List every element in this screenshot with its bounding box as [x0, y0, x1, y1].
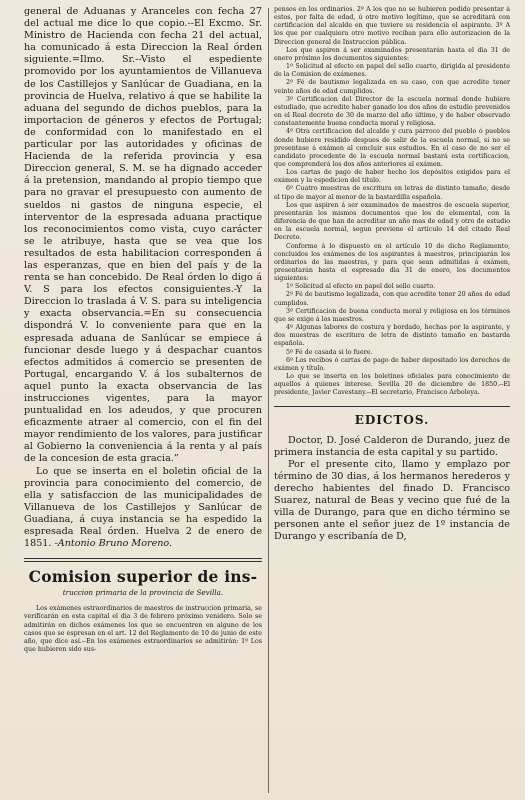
exam-cont-paragraph: pensos en los ordinarios. 2º A los que no se hubieren podido presentar á estos, por falta de edad, ú otro motivo legítimo, que se acreditará con certificacion del alcalde en que tuviere su residencia el aspirante. 3º A los que por cualquiera otro motivo reciban para ello autorizacion de la Direccion general de Instruccion pública.	[274, 6, 510, 46]
exam-cont-paragraph: Lo que se inserta en los boletines oficiales para conocimiento de aquellos á quienes interese. Sevilla 20 de diciembre de 1850.--El presidente, Javier Cavestany.--El secretario, Francisco Arboleya.	[274, 373, 510, 397]
exam-notice	[24, 605, 262, 654]
exam-cont-paragraph: 3º Certificacion de buena conducta moral y religiosa en los términos que se exige á los maestros.	[274, 307, 510, 323]
exam-cont-paragraph: Los cartas de pago de haber hecho los depósitos exigidos para el exámen y la espedicion del título.	[274, 169, 510, 185]
signature: Antonio Bruno Moreno.	[57, 538, 173, 550]
exam-notice-continued	[274, 6, 510, 398]
exam-cont-paragraph: Conforme á lo dispuesto en el artículo 10 de dicho Reglamento, concluidos los exámenes de los aspirantes á maestros, principiarán los ordinarios de las maestras, y para que sean admitidas á exámen, presentarán hasta el espresado dia 31 de enero, los documentos siguientes:	[274, 242, 510, 283]
exam-cont-paragraph: Los que aspiren á ser examinados presentarán hasta el dia 31 de enero próximo los documentos siguientes:	[274, 46, 510, 62]
edictos-heading: EDICTOS.	[354, 412, 430, 427]
right-column	[274, 6, 510, 543]
left-column	[24, 6, 262, 654]
exam-cont-paragraph: 4º Otra certificacion del alcalde y cura párroco del pueblo ó pueblos donde hubiere residido despues de salir de la escuela normal, si no se presentase á exámen al concluir sus estudios. En el caso de no ser el candidato procedente de la escuela normal bastará esta certificacion, que comprenderá los dos años anteriores al exámen.	[274, 128, 510, 168]
edicto-text	[274, 435, 510, 544]
exam-paragraph: Los exámenes estraordinarios de maestros de instruccion primaria, se verificarán en esta capital el dia 3 de febrero próximo venidero. Solo se admitirán en dichos exámenes los que se encuentren en alguno de los casos que se espresan en el art. 12 del Reglamento de 10 de junio de este año, que dice así.--En los exámenes estraordinarios se admitirán: 1º Los que hubieren sido sus-	[24, 605, 262, 653]
aduana-paragraph-2: Lo que se inserta en el boletin oficial de la provincia para conocimiento del comercio, de ella y satisfaccion de las municipalidades de Villanueva de los Castillejos y Sanlúcar de Guadiana, á cuya instancia se ha espedido la espresada Real órden. Huelva 2 de enero de 1851. -Antonio Bruno Moreno.	[24, 465, 262, 550]
aduana-paragraph-1: general de Aduanas y Aranceles con fecha 27 del actual me dice lo que copio.--El Excmo. Sr. Ministro de Hacienda con fecha 21 del actual, ha comunicado á esta Direccion la Real órden siguiente.=Ilmo. Sr.--Visto el espediente promovido por los ayuntamientos de Villanueva de los Castillejos y Sanlúcar de Guadiana, en la provincia de Huelva, relativo á que se habilite la aduana del segundo de dichos pueblos, para la importacion de géneros y efectos de Portugal; de conformidad con lo manifestado en el particular por las autoridades y oficinas de Hacienda de la referida provincia y esa Direccion general, S. M. se ha dignado acceder á la pretension, mandando al propio tiempo que para no gravar el presupuesto con aumento de sueldos ni gastos de ninguna especie, el interventor de la espresada aduana practique los reconocimientos como vista, cuyo carácter se le atribuye, hasta que se vea que los resultados de esta habilitacion corresponden á las esperanzas, que en bien del país y de la renta se han concebido. De Real órden lo digo á V. S para los efectos consiguientes.-Y la Direccion lo traslada á V. S. para su inteligencia y exacta observancia.=En su consecuencia dispondrá V. lo conveniente para que en la espresada aduana de Sanlúcar se empiece á funcionar desde luego y á despachar cuantos efectos admitidos á comercio se presenten de Portugal, encargando V. á los subalternos de aquel punto la exacta observancia de las instrucciones vigentes, para la mayor puntualidad en los adeudos, y que procuren eficazmente atraer al comercio, con el fin del mayor rendimiento de los valores, para justificar al Gobierno la conveniencia á la renta y al país de la concesion de esta gracia.”	[24, 6, 262, 465]
section-subheading: truccion primaria de la provincia de Sevilla.	[62, 588, 224, 598]
exam-cont-paragraph: 4º Algunas labores de costura y bordado, hechas por la aspirante, y dos muestras de escritura de letra de distinto tamaño en bastarda española.	[274, 324, 510, 348]
exam-cont-paragraph: Los que aspiren á ser examinados de maestros de escuela superior, presentarán los mismos documentos que los de elemental, con la diferencia de que han de acreditar un año mas de edad y otro de estudio en la escuela normal, segun previene el artículo 14 del citado Real Decreto.	[274, 201, 510, 242]
section-divider	[24, 558, 262, 562]
edicto-divider	[274, 406, 510, 407]
aduana-notice	[24, 6, 262, 550]
exam-cont-paragraph: 1º Solicitud al efecto en papel del sello cuarto, dirigida al presidente de la Comision de exámenes.	[274, 63, 510, 79]
exam-cont-paragraph: 1º Solicitud al efecto en papel del sello cuarto.	[286, 283, 436, 291]
exam-cont-paragraph: 3º Certificacion del Director de la escuela normal donde hubiere estudiado, que acredite haber ganado los dos años de estudio prevenidos en el Real decreto de 30 de marzo del año último, y de haber observado constantemente buena conducta moral y religiosa.	[274, 95, 510, 128]
exam-cont-paragraph: 6º Cuatro muestras de escritura en letras de distinto tamaño, desde el tipo de mayor al menor de la bastardilla española.	[274, 185, 510, 201]
column-divider	[268, 8, 269, 793]
section-heading: Comision superior de ins-	[28, 567, 258, 587]
exam-cont-paragraph: 6º Los recibos ó cartas de pago de haber depositado los derechos de exámen y título.	[274, 356, 510, 372]
exam-cont-paragraph: 2º Fé de bautismo legalizada, con que acredite tener 20 años de edad cumplidos.	[274, 291, 510, 307]
aduana-closing-text: Lo que se inserta en el boletin oficial de la provincia para conocimiento del comercio, de ella y satisfaccion de las municipalidades de Villanueva de los Castillejos y Sanlúcar de Guadiana, á cuya instancia se ha espedido la espresada Real órden. Huelva 2 de enero de 1851.	[24, 465, 262, 550]
exam-cont-paragraph: 2º Fé de bautismo legalizada en su caso, con que acredite tener veinte años de edad cumplidos.	[274, 79, 510, 95]
exam-cont-paragraph: 5º Fé de casada si lo fuere.	[286, 348, 373, 356]
edicto-paragraph: Doctor, D. José Calderon de Durando, juez de primera instancia de esta capital y su partido.	[274, 434, 510, 458]
edicto-paragraph: Por el presente cito, llamo y emplazo por término de 30 dias, á los hermanos herederos y derecho habientes del finado D. Francisco Suarez, natural de Beas y vecino que fué de la villa de Durango, para que en dicho término se personen ante el señor juez de 1º instancia de Durango y escribanía de D,	[274, 458, 510, 543]
